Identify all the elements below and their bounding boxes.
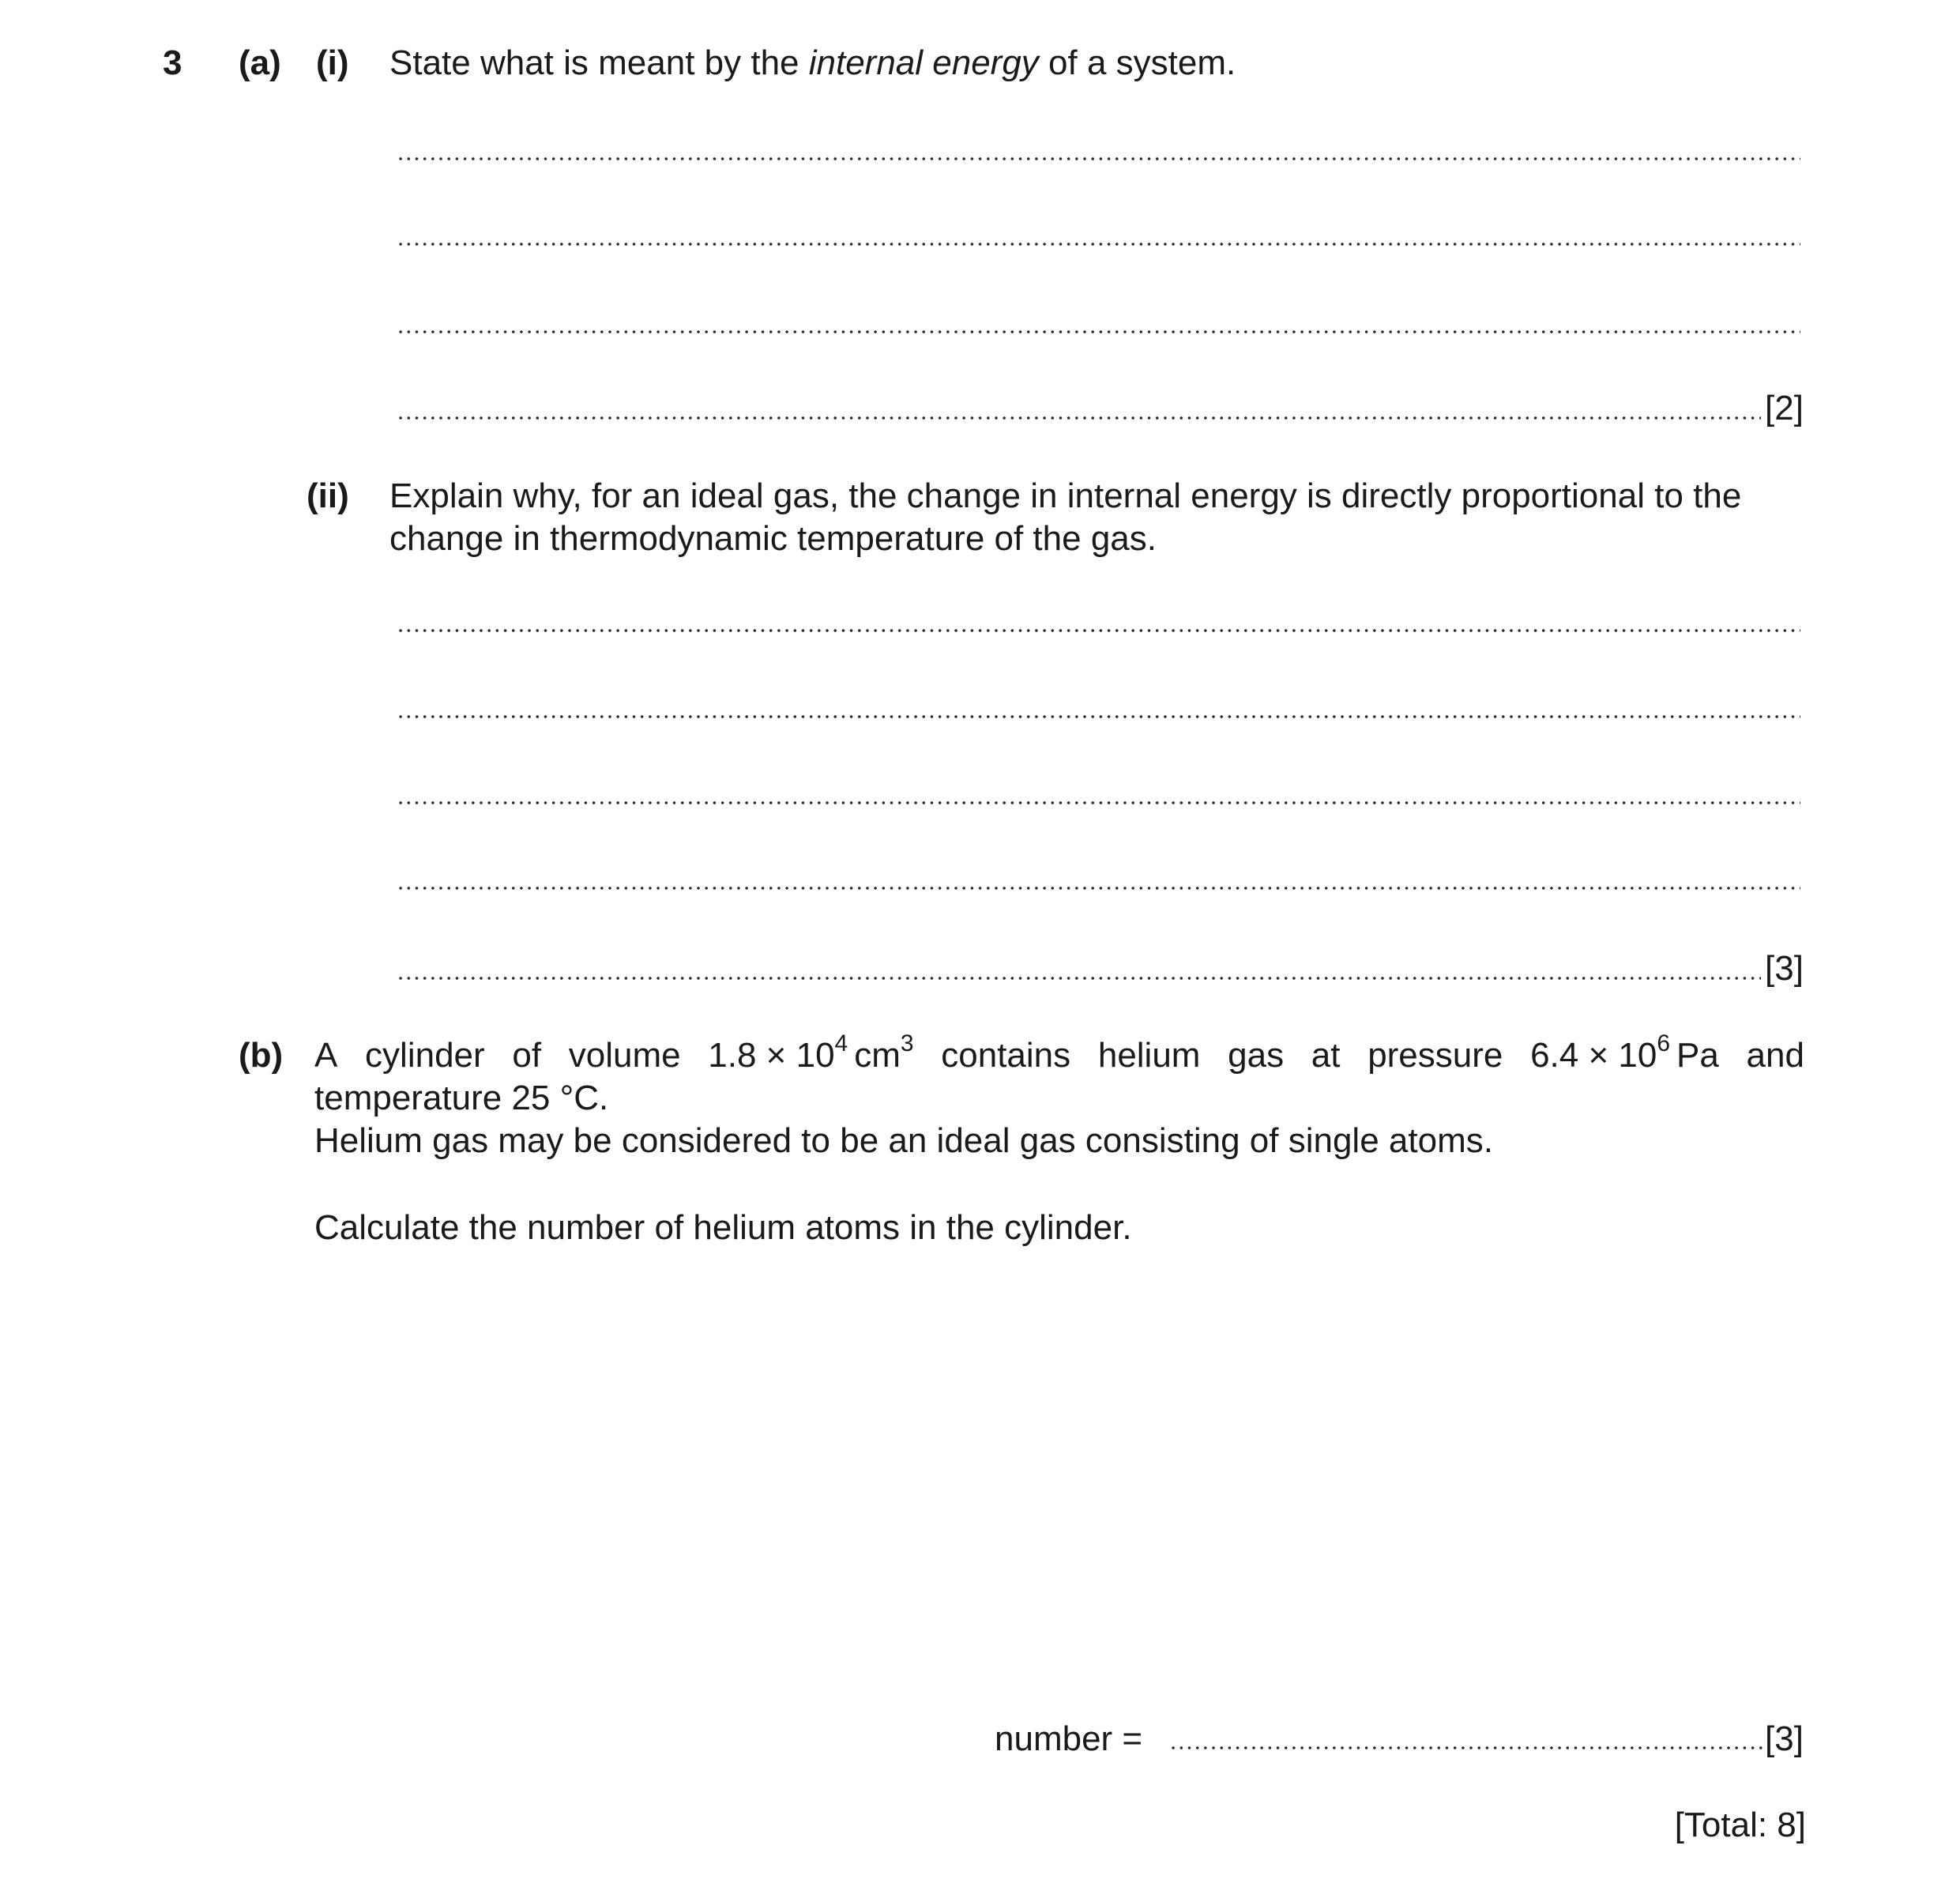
volume-exponent: 4 <box>834 1030 848 1057</box>
word: of <box>512 1036 542 1075</box>
marks-a-ii: [3] <box>1765 949 1804 988</box>
sub-ii-line2: change in thermodynamic temperature of the gas. <box>389 519 1157 558</box>
word: A <box>314 1036 338 1075</box>
question-number: 3 <box>163 43 182 82</box>
pressure-value <box>1530 1030 1719 1077</box>
word: pressure <box>1367 1036 1503 1075</box>
answer-line[interactable] <box>397 801 1800 804</box>
sub-i-text-after: of a system. <box>1038 43 1236 82</box>
answer-line[interactable] <box>397 330 1800 333</box>
volume-unit: cm <box>854 1036 901 1075</box>
answer-line[interactable] <box>397 157 1800 160</box>
part-b-instruction: Calculate the number of helium atoms in the cylinder. <box>314 1208 1132 1247</box>
volume-value <box>708 1030 914 1077</box>
answer-label: number = <box>995 1719 1143 1758</box>
word: gas <box>1228 1036 1285 1075</box>
word: helium <box>1097 1036 1201 1075</box>
word: cylinder <box>365 1036 485 1075</box>
part-b-label: (b) <box>239 1036 284 1075</box>
sub-i-text-before: State what is meant by the <box>389 43 809 82</box>
sub-i-label: (i) <box>316 43 349 82</box>
total-marks: [Total: 8] <box>1674 1806 1806 1844</box>
marks-b: [3] <box>1765 1719 1804 1758</box>
answer-line[interactable] <box>397 887 1800 890</box>
answer-line[interactable] <box>397 977 1761 980</box>
answer-line[interactable] <box>397 243 1800 246</box>
word: contains <box>941 1036 1071 1075</box>
pressure-mantissa: 6.4 × 10 <box>1530 1036 1657 1075</box>
part-b-line3: Helium gas may be considered to be an ideal gas consisting of single atoms. <box>314 1121 1493 1160</box>
answer-line[interactable] <box>397 416 1761 420</box>
pressure-unit: Pa <box>1676 1036 1719 1075</box>
sub-ii-label: (ii) <box>307 476 349 515</box>
pressure-exponent: 6 <box>1657 1030 1671 1057</box>
part-a-label: (a) <box>239 43 281 82</box>
sub-ii-line1: Explain why, for an ideal gas, the change in internal energy is directly proportional to the <box>389 476 1742 515</box>
part-b-line2: temperature 25 °C. <box>314 1079 609 1117</box>
part-b-line1 <box>314 1030 1804 1077</box>
answer-line[interactable] <box>397 629 1800 632</box>
word: and <box>1746 1036 1804 1075</box>
volume-mantissa: 1.8 × 10 <box>708 1036 835 1075</box>
answer-line[interactable] <box>397 715 1800 718</box>
answer-field[interactable] <box>1169 1746 1763 1749</box>
volume-unit-exponent: 3 <box>900 1030 914 1057</box>
sub-i-text-italic: internal energy <box>808 43 1039 82</box>
sub-i-prompt <box>389 42 1236 85</box>
marks-a-i: [2] <box>1765 389 1804 427</box>
word: at <box>1311 1036 1341 1075</box>
word: volume <box>568 1036 681 1075</box>
